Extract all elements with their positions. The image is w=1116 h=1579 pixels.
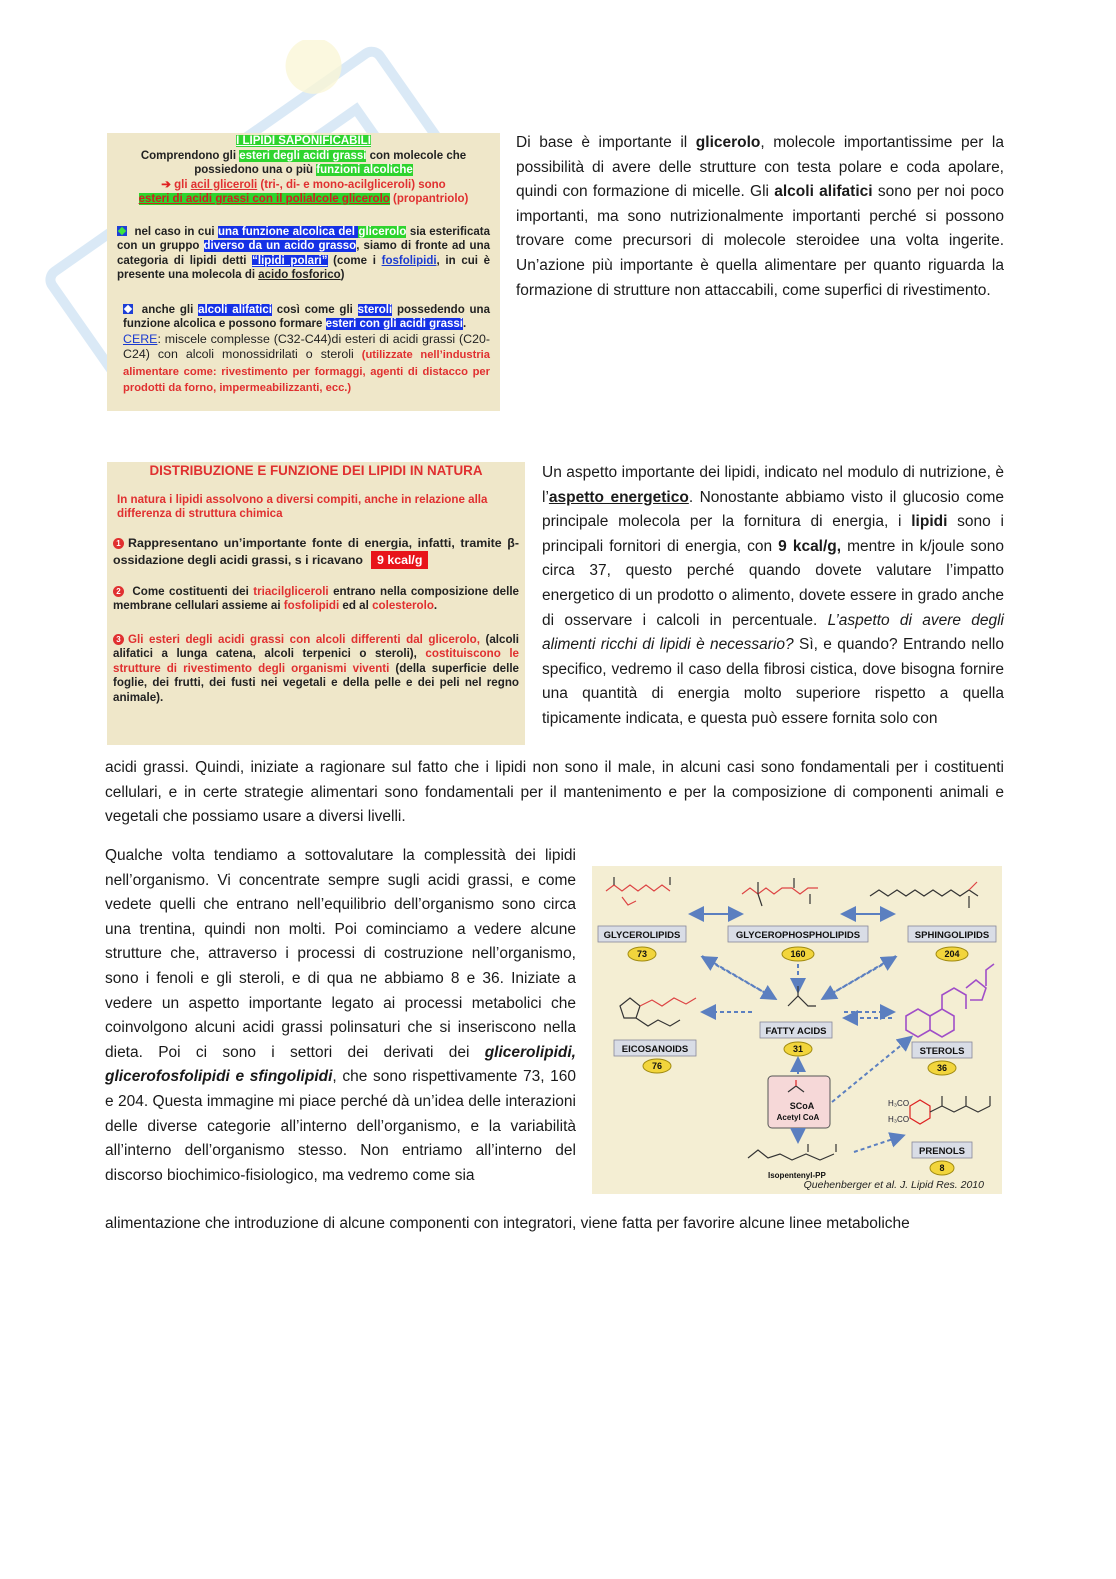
label-sterols: STEROLS: [919, 1046, 965, 1057]
isopentenyl-label: Isopentenyl-PP: [768, 1171, 826, 1180]
paragraph-integratori: alimentazione che introduzione di alcune componenti con integratori, viene fatta per favorire alcune linee metaboliche: [105, 1215, 910, 1232]
slide2-item-1: 1 Rappresentano un’importante fonte di energia, infatti, tramite β-ossidazione degli acidi grassi, s i ricavano 9 kcal/g: [113, 535, 519, 567]
paragraph-glicerolo: Di base è importante il glicerolo, molecole importantissime per la possibilità di avere delle strutture con testa polare e coda apolare, quindi con formazione di micelle. Gli alcoli alifatici sono per noi poco importanti, ma sono nutrizionalmente importanti perché si possono trovare come precursori di molecole steroidee una volta ingerite. Un’azione più importante è quella alimentare per quanto riguarda la formazione di strutture non attaccabili, come superfici di rivestimento.: [516, 134, 1004, 299]
count-glycerophospholipids: 160: [790, 949, 806, 959]
svg-text:H₃CO: H₃CO: [888, 1115, 910, 1124]
acetyl-coa-label: Acetyl CoA: [776, 1113, 820, 1122]
diamond-bullet-icon: [123, 304, 133, 314]
slide1-paragraph-polari: nel caso in cui una funzione alcolica del glicerolo sia esterificata con un gruppo diverso da un acido grasso, siamo di fronte ad una categoria di lipidi detti “lipidi polari” (come i fosfolipidi, in cui è presente una molecola di acido fosforico): [117, 225, 491, 281]
kcal-badge: 9 kcal/g: [371, 551, 428, 569]
slide1-title: I LIPIDI SAPONIFICABILI: [236, 135, 371, 147]
slide2-title: DISTRIBUZIONE E FUNZIONE DEI LIPIDI IN NATURA: [149, 463, 483, 478]
slide1-paragraph-alcoli: anche gli alcoli alifatici così come gli steroli possedendo una funzione alcolica e possono formare esteri con gli acidi grassi.: [123, 303, 490, 330]
svg-text:H₃CO: H₃CO: [888, 1099, 910, 1108]
arrow-right-icon: ➔: [161, 178, 171, 191]
count-sphingolipids: 204: [944, 949, 960, 959]
label-prenols: PRENOLS: [919, 1146, 965, 1157]
slide2-item-2: 2 Come costituenti dei triacilgliceroli entrano nella composizione delle membrane cellulari assieme ai fosfolipidi ed al colesterolo.: [113, 584, 519, 612]
paragraph-complessita-lipidi: Qualche volta tendiamo a sottovalutare la complessità dei lipidi nell’organismo. Vi concentrate sempre sugli acidi grassi, e come vedete quelli che entrano nell’equilibrio dell’organismo sono circa una trentina, quindi non molti. Poi cominciamo a vedere alcune strutture che, attraverso i processi di costruzione nell’organismo, sono i fenoli e gli steroli, e di qua ne abbiamo 8 e 36. Iniziate a vedere un aspetto importante legato ai processi metabolici che coinvolgono alcuni acidi grassi polinsaturi che si inseriscono nella dieta. Poi ci sono i settori dei derivati dei glicerolipidi, glicerofosfolipidi e sfingolipidi, che sono rispettivamente 73, 160 e 204. Questa immagine mi piace perché dà un’idea delle interazioni delle diverse categorie all’interno dell’organismo, e la variabilità all’interno dell’organismo stesso. Non entriamo all’interno del discorso biochimico-fisiologico, ma vedremo come sia: [105, 847, 576, 1184]
prenol-structure: [910, 1096, 990, 1124]
eicosanoid-structure: [620, 998, 696, 1026]
label-sphingolipids: SPHINGOLIPIDS: [914, 930, 990, 941]
sphingolipid-structure: [870, 882, 978, 908]
sterol-structure: [906, 964, 994, 1037]
count-prenols: 8: [939, 1163, 945, 1173]
label-glycerophospholipids: GLYCEROPHOSPHOLIPIDS: [735, 930, 861, 941]
glycerolipid-structure: [606, 877, 670, 905]
acetyl-coa-scoa: SCoA: [789, 1101, 815, 1111]
paragraph-acidi-grassi: acidi grassi. Quindi, iniziate a ragionare sul fatto che i lipidi non sono il male, in alcuni casi sono fondamentali per i costituenti cellulari, e in certe strategie alimentari sono fondamentali per il mantenimento e per la composizione di componenti animali e vegetali che possiamo usare a diversi livelli.: [105, 759, 1004, 826]
label-eicosanoids: EICOSANOIDS: [621, 1044, 689, 1055]
paragraph-aspetto-energetico: Un aspetto importante dei lipidi, indicato nel modulo di nutrizione, è l’aspetto energetico. Nonostante abbiamo visto il glucosio come principale molecola per la fornitura di energia, i lipidi sono i principali fornitori di energia, con 9 kcal/g, mentre in k/joule sono circa 37, questo perché quando dovete valutare l’impatto energetico di un prodotto o alimento, dovete essere in grado anche di osservare i calcoli in percentuale. L’aspetto di avere degli alimenti ricchi di lipidi è necessario? Sì, e quando? Entrando nello specifico, vedremo il caso della fibrosi cistica, dove bisogna fornire una quantità di energia molto superiore rispetto a quella tipicamente indicata, e questa può essere fornita solo con: [542, 464, 1004, 727]
slide2-item-3: 3 Gli esteri degli acidi grassi con alcoli differenti dal glicerolo, (alcoli alifatici a lunga catena, alcoli terpenici o steroli), costituiscono le strutture di rivestimento degli organismi viventi (della superficie delle foglie, dei frutti, dei fusti nei vegetali e della pelle e dei peli nel regno animale).: [113, 632, 520, 704]
diamond-bullet-icon: [117, 226, 127, 236]
glycerophospholipid-structure: [742, 878, 818, 906]
isopentenyl-structure: [748, 1144, 836, 1160]
figure-citation: Quehenberger et al. J. Lipid Res. 2010: [803, 1179, 984, 1191]
slide-distribuzione-lipidi: DISTRIBUZIONE E FUNZIONE DEI LIPIDI IN NATURA In natura i lipidi assolvono a diversi compiti, anche in relazione alla differenza di struttura chimica 1 Rappresentano un’importante fonte di energia, infatti, tramite β-ossidazione degli acidi grassi, s i ricavano 9 kcal/g 2 Come costituenti dei triacilgliceroli entrano nella composizione delle membrane cellulari assieme ai fosfolipidi ed al colesterolo. 3 Gli esteri degli acidi grassi con alcoli differenti dal glicerolo, (alcoli alifatici a lunga catena, alcoli terpenici o steroli), costituiscono le strutture di rivestimento degli organismi viventi (della superficie delle foglie, dei frutti, dei fusti nei vegetali e della pelle e dei peli nel regno animale).: [107, 462, 525, 745]
label-glycerolipids: GLYCEROLIPIDS: [603, 930, 681, 941]
label-fatty-acids: FATTY ACIDS: [765, 1026, 827, 1037]
count-eicosanoids: 76: [651, 1061, 663, 1071]
count-fatty-acids: 31: [792, 1044, 804, 1054]
count-sterols: 36: [936, 1063, 948, 1073]
slide-lipidi-saponificabili: I LIPIDI SAPONIFICABILI Comprendono gli esteri degli acidi grassi con molecole che possiedono una o più funzioni alcoliche ➔ gli acil gliceroli (tri-, di- e mono-acilgliceroli) sono esteri di acidi grassi con il polialcole glicerolo (propantriolo) nel caso in cui una funzione alcolica del glicerolo sia esterificata con un gruppo diverso da un acido grasso, siamo di fronte ad una categoria di lipidi detti “lipidi polari” (come i fosfolipidi, in cui è presente una molecola di acido fosforico) anche gli alcoli alifatici così come gli steroli possedendo una funzione alcolica e possono formare esteri con gli acidi grassi. CERE: miscele complesse (C32-C44)di esteri di acidi grassi (C20-C24) con alcoli monossidrilati o steroli (utilizzate nell’industria alimentare come: rivestimento per formaggi, agenti di distacco per prodotti da forno, impermeabilizzanti, ecc.): [107, 133, 500, 411]
slide1-paragraph-cere: CERE: miscele complesse (C32-C44)di esteri di acidi grassi (C20-C24) con alcoli monossidrilati o steroli (utilizzate nell’industria alimentare come: rivestimento per formaggi, agenti di distacco per prodotti da forno, impermeabilizzanti, ecc.): [123, 331, 490, 394]
lipid-diagram: [592, 866, 1002, 1194]
fatty-acid-structure: [788, 986, 816, 1006]
count-glycerolipids: 73: [636, 949, 648, 959]
lipid-categories-figure: [592, 866, 1002, 1194]
